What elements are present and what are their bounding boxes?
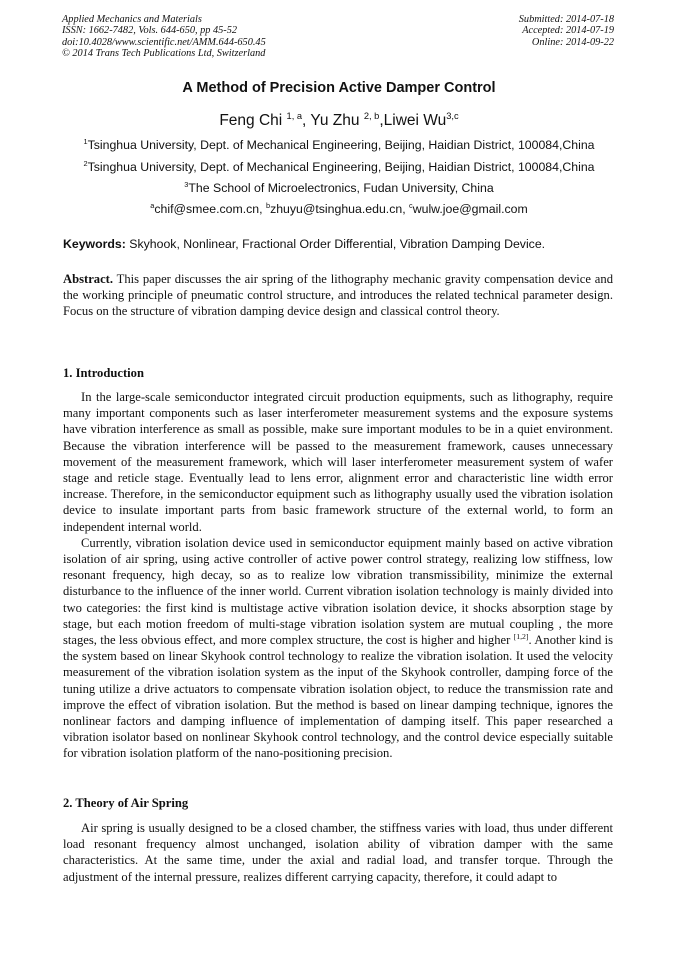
issn-line: ISSN: 1662-7482, Vols. 644-650, pp 45-52 <box>62 25 238 37</box>
affiliation-1 <box>0 138 678 152</box>
author-name: Feng Chi <box>219 112 283 129</box>
affiliation-2 <box>0 160 678 174</box>
doi-line: doi:10.4028/www.scientific.net/AMM.644-650.45 <box>62 36 266 48</box>
affiliation-marker: 1 <box>83 136 88 146</box>
section-heading-introduction: 1. Introduction <box>63 366 144 380</box>
publication-info <box>62 14 266 59</box>
paragraph-text: Currently, vibration isolation device used in semiconductor equipment mainly based on active vibration isolation of air spring, using active controller of active power control strategy, realizing low stiffness, low resonant frequency, high decay, so as to realize low vibration transmissibility, minimize the external disturbance to the influence of the inner world. Current vibration isolation technology is mainly divided into two categories: the first kind is multistage active vibration isolation device, it shocks absorption stage by stage, but each motion freedom of multi-stage vibration isolation system are mutual coupling , the more stages, the less obvious effect, and more complex structure, the cost is higher and higher <box>63 535 613 648</box>
paragraph-text: . Another kind is the system based on linear Skyhook control technology to realize the vibration isolation. It used the velocity measurement of the vibration isolation system as the input of the Skyhook controller, damping force of the tuning utilize a drive actuators to compensate vibration isolation object, to reduce the transmission rate and improve the effect of vibration isolation. But the method is based on linear damping technique, ignores the nonlinear factors and damping influence of implementation of damping itself. This paper researched a vibration isolator based on nonlinear Skyhook control technology, and the control device especially suitable for vibration isolation platform of the nano-positioning precision. <box>63 633 613 761</box>
keywords-line <box>63 237 616 251</box>
keywords-label: Keywords: <box>63 237 126 251</box>
email-link[interactable]: wulw.joe@gmail.com <box>412 202 528 216</box>
email-link[interactable]: zhuyu@tsinghua.edu.cn, <box>270 202 410 216</box>
affiliation-marker: 3 <box>184 179 189 189</box>
author-marker: 1, a <box>286 110 303 121</box>
affiliation-text: Tsinghua University, Dept. of Mechanical Engineering, Beijing, Haidian District, 100084,China <box>87 138 595 152</box>
author-name: Yu Zhu <box>310 112 360 129</box>
journal-name: Applied Mechanics and Materials <box>62 14 202 25</box>
introduction-paragraph-1: In the large-scale semiconductor integrated circuit production equipments, such as lithography, require many important components such as laser interferometer measurement systems and the exposure systems have vibration interference as small as possible, make sure important modules to be in a quiet environment. Because the vibration interference will be passed to the measurement framework, causes unnecessary movement of the measurement framework, which will laser interferometer measurement system of wafer stage and reticle stage. Eventually lead to lens error, alignment error and characteristic line width error increase. Therefore, in the semiconductor equipment such as lithography usually used the vibration isolation device to insulate important parts from basic framework structure of the external world, to form an independent internal world. <box>63 390 613 534</box>
affiliation-text: The School of Microelectronics, Fudan University, China <box>188 181 494 195</box>
abstract-label: Abstract. <box>63 272 114 286</box>
email-marker: a <box>150 200 155 210</box>
email-marker: c <box>409 200 413 210</box>
copyright-line: © 2014 Trans Tech Publications Ltd, Switzerland <box>62 47 266 59</box>
keywords-text: Skyhook, Nonlinear, Fractional Order Differential, Vibration Damping Device. <box>125 237 546 251</box>
introduction-body <box>63 389 613 762</box>
submitted-date: Submitted: 2014-07-18 <box>518 14 614 25</box>
abstract-text: This paper discusses the air spring of the lithography mechanic gravity compensation device and the working principle of pneumatic control structure, and introduces the related technical parameter design. Focus on the structure of vibration damping device design and classical control theory. <box>63 272 613 319</box>
online-date: Online: 2014-09-22 <box>531 36 614 48</box>
affiliation-text: Tsinghua University, Dept. of Mechanical Engineering, Beijing, Haidian District, 100084,China <box>87 160 595 174</box>
email-marker: b <box>265 200 271 210</box>
accepted-date: Accepted: 2014-07-19 <box>522 25 614 37</box>
author-marker: 3,c <box>446 110 459 121</box>
publication-dates <box>519 14 614 48</box>
air-spring-body <box>63 820 613 885</box>
affiliation-3 <box>0 181 678 195</box>
section-heading-air-spring: 2. Theory of Air Spring <box>63 796 189 810</box>
abstract-block <box>63 271 613 320</box>
email-list <box>0 202 678 216</box>
citation-marker[interactable]: [1,2] <box>513 631 529 641</box>
affiliation-marker: 2 <box>83 158 88 168</box>
paper-title: A Method of Precision Active Damper Control <box>182 80 496 96</box>
author-name: Liwei Wu <box>383 112 447 129</box>
introduction-paragraph-2 <box>63 535 613 762</box>
author-marker: 2, b <box>363 110 380 121</box>
author-list: Feng Chi $^{1, a}$, Yu Zhu $^{2, b}$,Liwei Wu$^{3,c}$ <box>219 110 459 129</box>
email-link[interactable]: chif@smee.com.cn, <box>154 202 266 216</box>
air-spring-paragraph-1: Air spring is usually designed to be a closed chamber, the stiffness varies with load, thus under different load resonant frequency almost unchanged, isolation ability of vibration damper with the same characteristics. At the same time, under the axial and radial load, and transfer torque. Through the adjustment of the internal pressure, realizes different carrying capacity, therefore, it could adapt to <box>63 821 613 884</box>
